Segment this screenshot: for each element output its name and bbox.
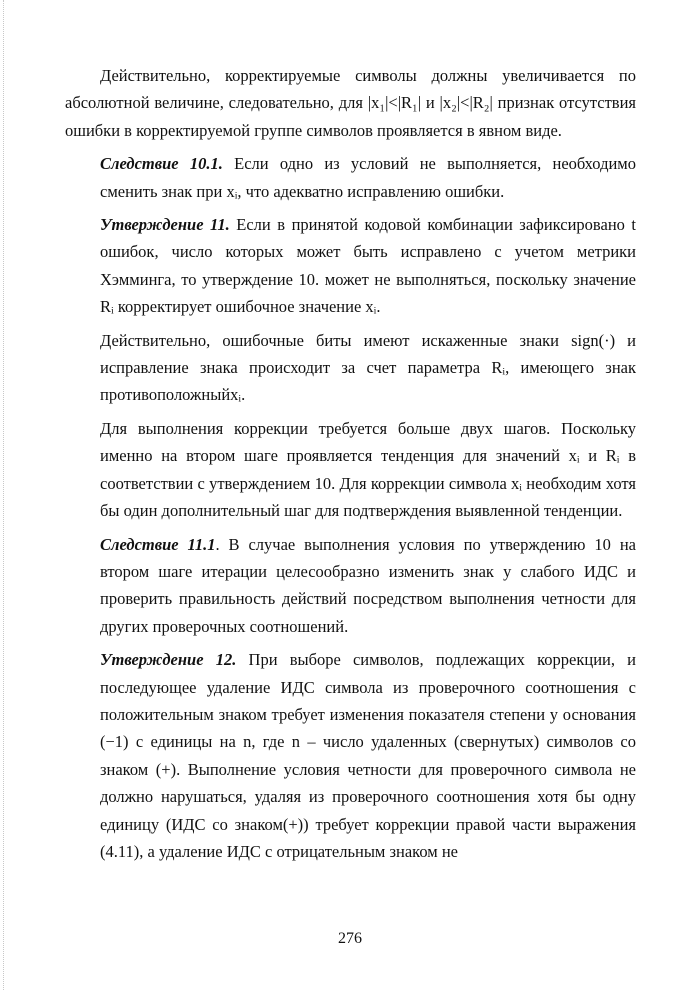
corollary-10-1-text: Если одно из условий не выполняется, необходимо сменить знак при xᵢ, что адекватно исправлению ошибки. (100, 154, 636, 201)
paragraph-4-text: Действительно, ошибочные биты имеют искаженные знаки sign(·) и исправление знака происходит за счет параметра Rᵢ, имеющего знак противоположныйxᵢ. (100, 330, 636, 405)
paragraph-5 (100, 415, 636, 525)
paragraph-statement-11 (100, 211, 636, 321)
statement-11-heading: Утверждение 11. (100, 215, 230, 235)
paragraph-corollary-11-1 (100, 531, 636, 641)
corollary-11-1-heading: Следствие 11.1 (100, 534, 216, 554)
document-page (65, 62, 637, 871)
statement-12-text: При выборе символов, подлежащих коррекции, и последующее удаление ИДС символа из проверочного соотношения с положительным знаком требует изменения показателя степени у основания (−1) с единицы на n, где n – число удаленных (свернутых) символов со знаком (+). Выполнение условия четности для проверочного символа не должно нарушаться, удаляя из проверочного соотношения хотя бы одну единицу (ИДС со знаком(+)) требует коррекции правой части выражения (4.11), а удаление ИДС с отрицательным знаком не (100, 650, 637, 861)
paragraph-5-text: Для выполнения коррекции требуется больше двух шагов. Поскольку именно на втором шаге проявляется тенденция для значений xᵢ и Rᵢ в соответствии с утверждением 10. Для коррекции символа xᵢ необходим хотя бы один дополнительный шаг для подтверждения выявленной тенденции. (100, 418, 636, 521)
paragraph-1 (65, 62, 636, 144)
corollary-10-1-heading: Следствие 10.1. (100, 154, 223, 174)
page-number: 276 (338, 930, 362, 947)
statement-11-text: Если в принятой кодовой комбинации зафиксировано t ошибок, число которых может быть исправлено с учетом метрики Хэмминга, то утверждение 10. может не выполняться, поскольку значение Rᵢ корректирует ошибочное значение xᵢ. (100, 215, 636, 317)
page-edge (3, 0, 4, 990)
paragraph-4 (100, 327, 636, 409)
paragraph-corollary-10-1 (100, 150, 636, 205)
paragraph-statement-12 (100, 646, 636, 865)
paragraph-1-text: Действительно, корректируемые символы должны увеличивается по абсолютной величине, следовательно, для |x₁|<|R₁| и |x₂|<|R₂| признак отсутствия ошибки в корректируемой группе символов проявляется в явном виде. (65, 66, 636, 140)
corollary-11-1-text: . В случае выполнения условия по утверждению 10 на втором шаге итерации целесообразно изменить знак у слабого ИДС и проверить правильность действий посредством выполнения четности для других проверочных соотношений. (100, 534, 636, 636)
statement-12-heading: Утверждение 12. (100, 650, 237, 670)
